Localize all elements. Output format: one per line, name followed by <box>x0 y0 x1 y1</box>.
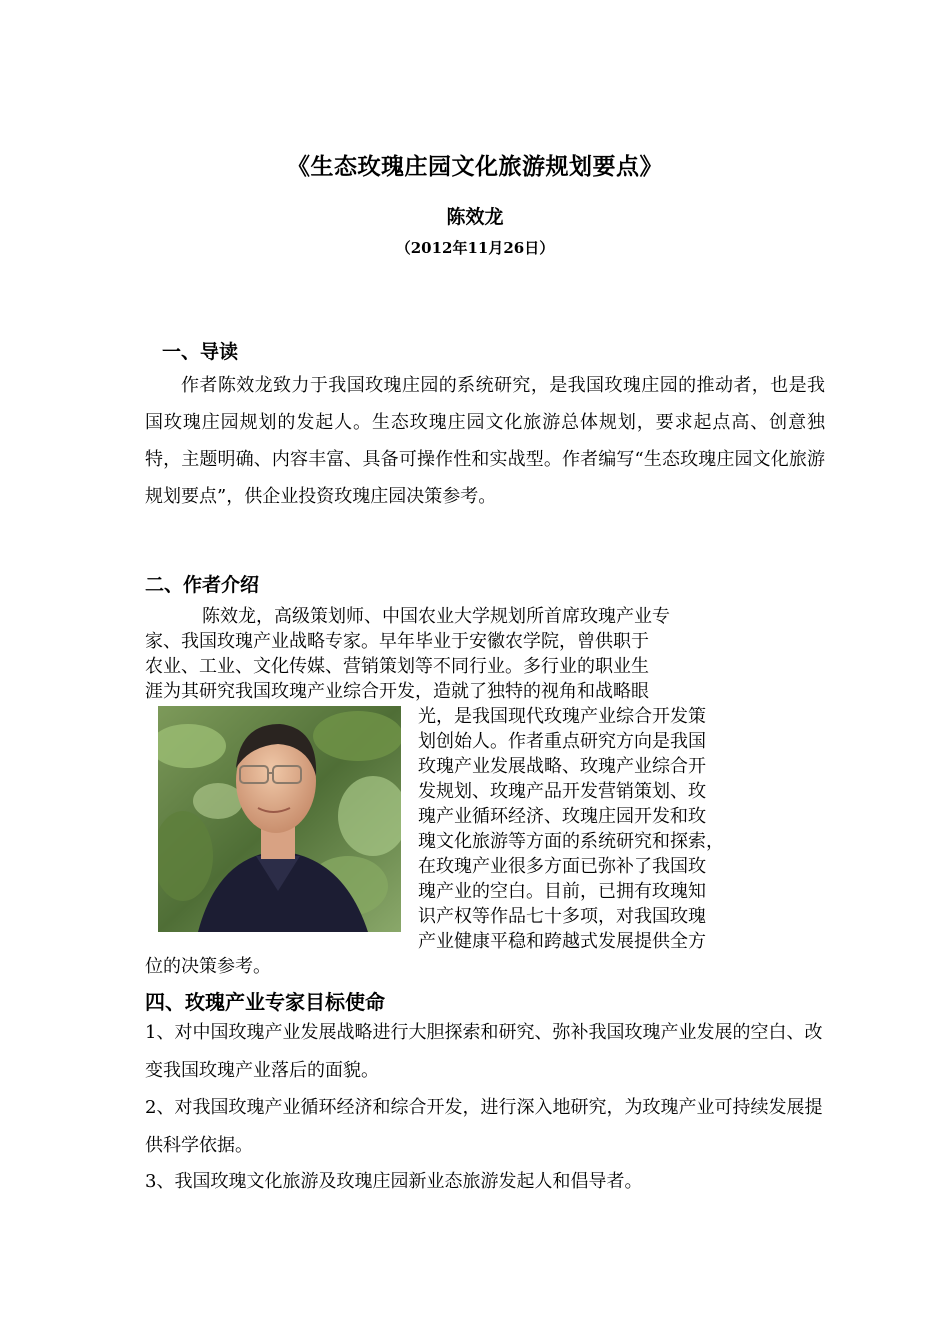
author-bio-line: 家、我国玫瑰产业战略专家。早年毕业于安徽农学院，曾供职于 <box>145 631 649 652</box>
section-intro-heading: 一、导读 <box>162 341 239 363</box>
author-bio-line: 瑰产业循环经济、玫瑰庄园开发和玫 <box>418 806 706 827</box>
document-author: 陈效龙 <box>446 206 504 228</box>
author-photo <box>158 706 401 932</box>
author-bio-line: 农业、工业、文化传媒、营销策划等不同行业。多行业的职业生 <box>145 656 649 677</box>
author-bio-line: 发规划、玫瑰产品开发营销策划、玫 <box>418 781 706 802</box>
author-bio-line: 涯为其研究我国玫瑰产业综合开发，造就了独特的视角和战略眼 <box>145 681 649 702</box>
document-date: （2012年11月26日） <box>395 239 555 257</box>
author-portrait-image <box>158 706 401 932</box>
mission-item: 3、我国玫瑰文化旅游及玫瑰庄园新业态旅游发起人和倡导者。 <box>145 1171 643 1192</box>
document-title: 《生态玫瑰庄园文化旅游规划要点》 <box>287 153 663 180</box>
author-bio-line: 瑰文化旅游等方面的系统研究和探索， <box>418 831 724 852</box>
author-bio-line: 在玫瑰产业很多方面已弥补了我国玫 <box>418 856 706 877</box>
author-bio-line: 玫瑰产业发展战略、玫瑰产业综合开 <box>418 756 706 777</box>
author-bio-line: 划创始人。作者重点研究方向是我国 <box>418 731 706 752</box>
author-bio-line: 位的决策参考。 <box>145 956 271 977</box>
section-intro-body: 作者陈效龙致力于我国玫瑰庄园的系统研究，是我国玫瑰庄园的推动者，也是我国玫瑰庄园规划的发起人。生态玫瑰庄园文化旅游总体规划，要求起点高、创意独特，主题明确、内容丰富、具备可操作性和实战型。作者编写“生态玫瑰庄园文化旅游规划要点”，供企业投资玫瑰庄园决策参考。 <box>145 375 825 507</box>
section-author-heading: 二、作者介绍 <box>145 574 260 596</box>
author-bio-line: 产业健康平稳和跨越式发展提供全方 <box>418 931 706 952</box>
author-bio-line: 识产权等作品七十多项，对我国玫瑰 <box>418 906 706 927</box>
author-bio-line: 瑰产业的空白。目前，已拥有玫瑰知 <box>418 881 706 902</box>
author-bio-line: 陈效龙，高级策划师、中国农业大学规划所首席玫瑰产业专 <box>202 606 670 627</box>
mission-item: 2、对我国玫瑰产业循环经济和综合开发，进行深入地研究，为玫瑰产业可持续发展提供科学依据。 <box>145 1097 823 1156</box>
author-bio-line: 光，是我国现代玫瑰产业综合开发策 <box>418 706 706 727</box>
mission-item: 1、对中国玫瑰产业发展战略进行大胆探索和研究、弥补我国玫瑰产业发展的空白、改变我国玫瑰产业落后的面貌。 <box>145 1022 823 1081</box>
section-mission-heading: 四、玫瑰产业专家目标使命 <box>145 990 385 1014</box>
